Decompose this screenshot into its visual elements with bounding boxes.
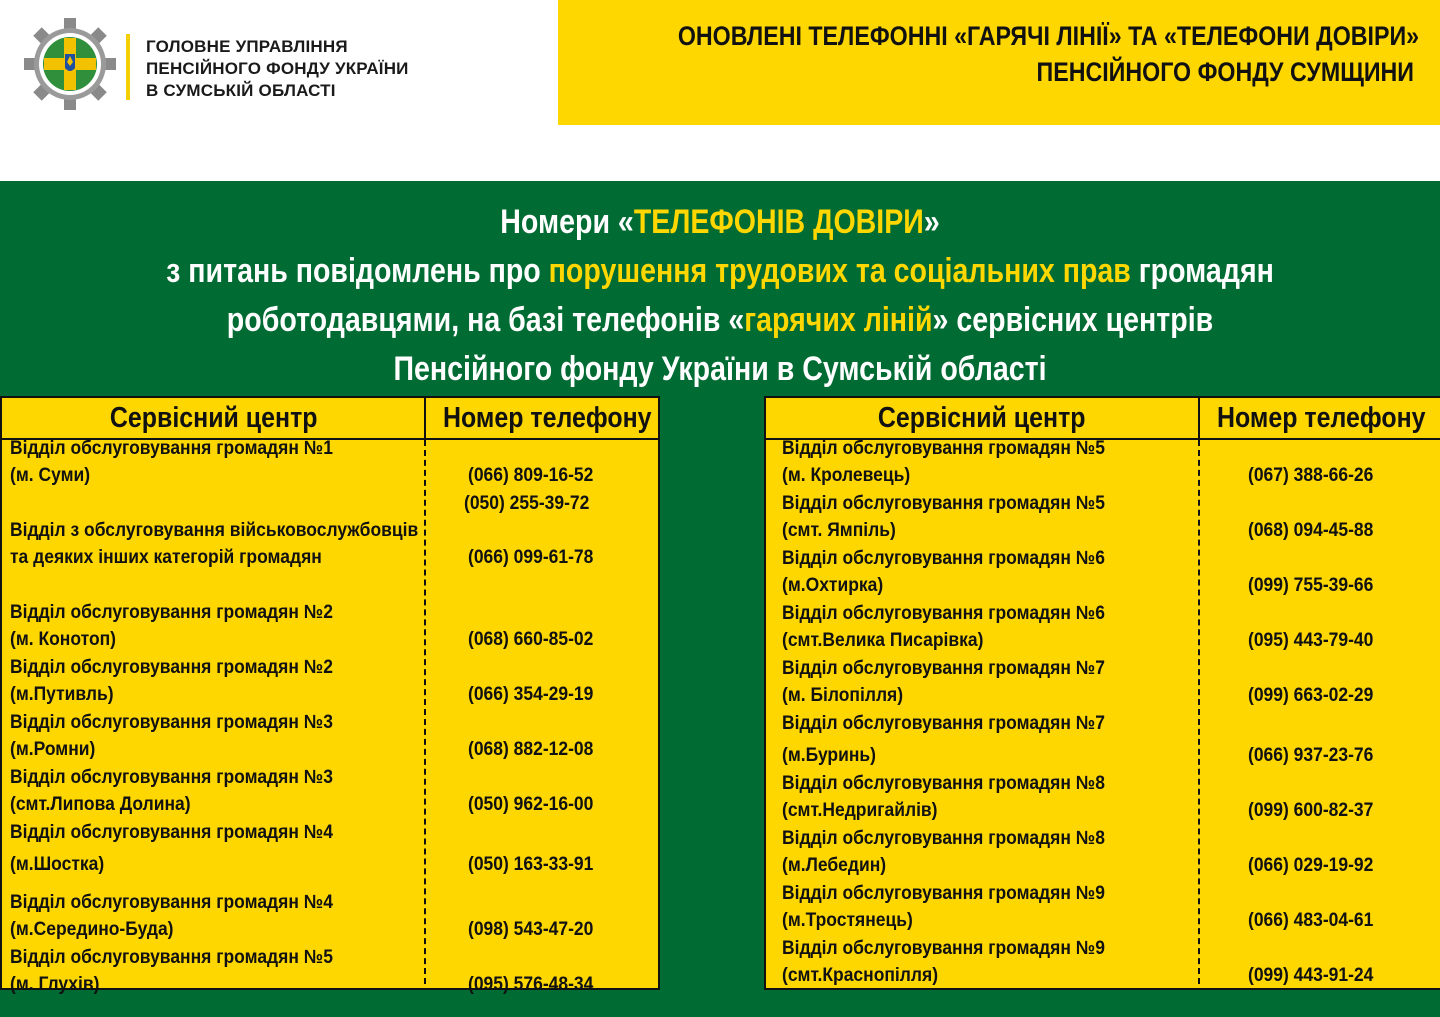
service-center-name: Відділ обслуговування громадян №2 [10,657,333,678]
header-label: Сервісний центр [878,402,1086,434]
phone-number: (095) 576-48-34 [468,974,594,995]
phones-table-left [0,396,660,995]
heading-highlight: ТЕЛЕФОНІВ ДОВІРИ [633,203,924,241]
phone-number: (066) 809-16-52 [468,465,594,486]
phone-number: (099) 443-91-24 [1248,965,1374,986]
banner-line-2: ПЕНСІЙНОГО ФОНДУ СУМЩИНИ [1036,57,1414,87]
org-line-3: В СУМСЬКІЙ ОБЛАСТІ [146,81,336,100]
phones-table-right [764,396,1440,990]
service-center-name: Відділ обслуговування громадян №6 [782,603,1105,624]
phone-number: (068) 094-45-88 [1248,520,1374,541]
service-center-name: Відділ обслуговування громадян №4 [10,822,333,843]
service-center-city: та деяких інших категорій громадян [10,547,322,568]
service-center-city: (м.Буринь) [782,745,876,766]
heading-line-1 [115,198,1325,247]
column-header-center [2,398,426,438]
service-center-name: Відділ обслуговування громадян №2 [10,602,333,623]
pension-fund-emblem-icon [24,18,116,110]
service-center-name: Відділ обслуговування громадян №8 [782,773,1105,794]
service-center-city: (м.Лебедин) [782,855,887,876]
service-center-city: (м.Путивль) [10,684,114,705]
phone-number: (066) 099-61-78 [468,547,594,568]
service-center-name: Відділ обслуговування громадян №9 [782,883,1105,904]
banner-line-1: ОНОВЛЕНІ ТЕЛЕФОННІ «ГАРЯЧІ ЛІНІЇ» ТА «ТЕЛЕФОНИ ДОВІРИ» [677,21,1420,51]
phone-number: (098) 543-47-20 [468,919,594,940]
service-center-name: Відділ з обслуговування військовослужбовців [10,520,419,541]
service-center-name: Відділ обслуговування громадян №8 [782,828,1105,849]
column-divider [1198,440,1200,984]
service-center-name: Відділ обслуговування громадян №1 [10,438,333,459]
heading-highlight: гарячих ліній [744,301,933,339]
service-center-name: Відділ обслуговування громадян №5 [782,438,1105,459]
header-label: Номер телефону [1216,402,1426,434]
phone-number: (068) 882-12-08 [468,739,594,760]
phone-number: (066) 937-23-76 [1248,745,1374,766]
service-center-city: (м.Охтирка) [782,575,884,596]
table-header [2,398,658,440]
service-center-city: (смт. Ямпіль) [782,520,896,541]
service-center-name: Відділ обслуговування громадян №3 [10,767,333,788]
phone-number: (066) 354-29-19 [468,684,594,705]
service-center-name: Відділ обслуговування громадян №3 [10,712,333,733]
heading-line-4: Пенсійного фонду України в Сумській області [393,350,1047,388]
service-center-name: Відділ обслуговування громадян №7 [782,713,1105,734]
phone-number: (095) 443-79-40 [1248,630,1374,651]
service-center-city: (смт.Велика Писарівка) [782,630,984,651]
heading-text: » [923,203,940,241]
heading-line-2 [115,247,1325,296]
organization-name [146,36,409,102]
service-center-name: Відділ обслуговування громадян №5 [10,947,333,968]
service-center-name: Відділ обслуговування громадян №6 [782,548,1105,569]
title-banner [558,0,1440,125]
phone-number: (067) 388-66-26 [1248,465,1374,486]
org-divider [126,34,130,100]
column-divider [424,440,426,984]
service-center-name: Відділ обслуговування громадян №4 [10,892,333,913]
phone-number: (099) 755-39-66 [1248,575,1374,596]
phone-number: (066) 029-19-92 [1248,855,1374,876]
column-header-phone [1200,398,1440,438]
heading-text: Номери « [500,203,634,241]
phone-number: (050) 962-16-00 [468,794,594,815]
service-center-city: (м. Глухів) [10,974,100,995]
service-center-city: (м.Ромни) [10,739,96,760]
column-header-center [766,398,1198,438]
service-center-city: (м. Білопілля) [782,685,904,706]
heading-text: громадян [1130,252,1274,290]
service-center-name: Відділ обслуговування громадян №7 [782,658,1105,679]
service-center-city: (м.Середино-Буда) [10,919,174,940]
table-header [766,398,1440,440]
heading-text: » сервісних центрів [932,301,1214,339]
service-center-city: (м. Кролевець) [782,465,911,486]
heading-highlight: порушення трудових та соціальних прав [548,252,1131,290]
service-center-city: (смт.Краснопілля) [782,965,939,986]
phone-number: (066) 483-04-61 [1248,910,1374,931]
service-center-city: (смт.Недригайлів) [782,800,938,821]
phone-number: (068) 660-85-02 [468,629,594,650]
service-center-name: Відділ обслуговування громадян №5 [782,493,1105,514]
phone-number: (050) 163-33-91 [468,854,594,875]
org-line-2: ПЕНСІЙНОГО ФОНДУ УКРАЇНИ [146,59,409,78]
phone-number: (050) 255-39-72 [464,493,590,514]
heading-text: з питань повідомлень про [166,252,549,290]
service-center-name: Відділ обслуговування громадян №9 [782,938,1105,959]
service-center-city: (м. Конотоп) [10,629,117,650]
heading-line-3 [115,296,1325,345]
service-center-city: (м.Шостка) [10,854,105,875]
column-header-phone [426,398,658,438]
header-label: Сервісний центр [110,402,318,434]
main-heading [0,198,1440,394]
service-center-city: (м.Тростянець) [782,910,913,931]
service-center-city: (м. Суми) [10,465,91,486]
heading-text: роботодавцями, на базі телефонів « [226,301,745,339]
header-label: Номер телефону [442,402,652,434]
org-line-1: ГОЛОВНЕ УПРАВЛІННЯ [146,37,348,56]
service-center-city: (смт.Липова Долина) [10,794,191,815]
phone-number: (099) 663-02-29 [1248,685,1374,706]
phone-number: (099) 600-82-37 [1248,800,1374,821]
